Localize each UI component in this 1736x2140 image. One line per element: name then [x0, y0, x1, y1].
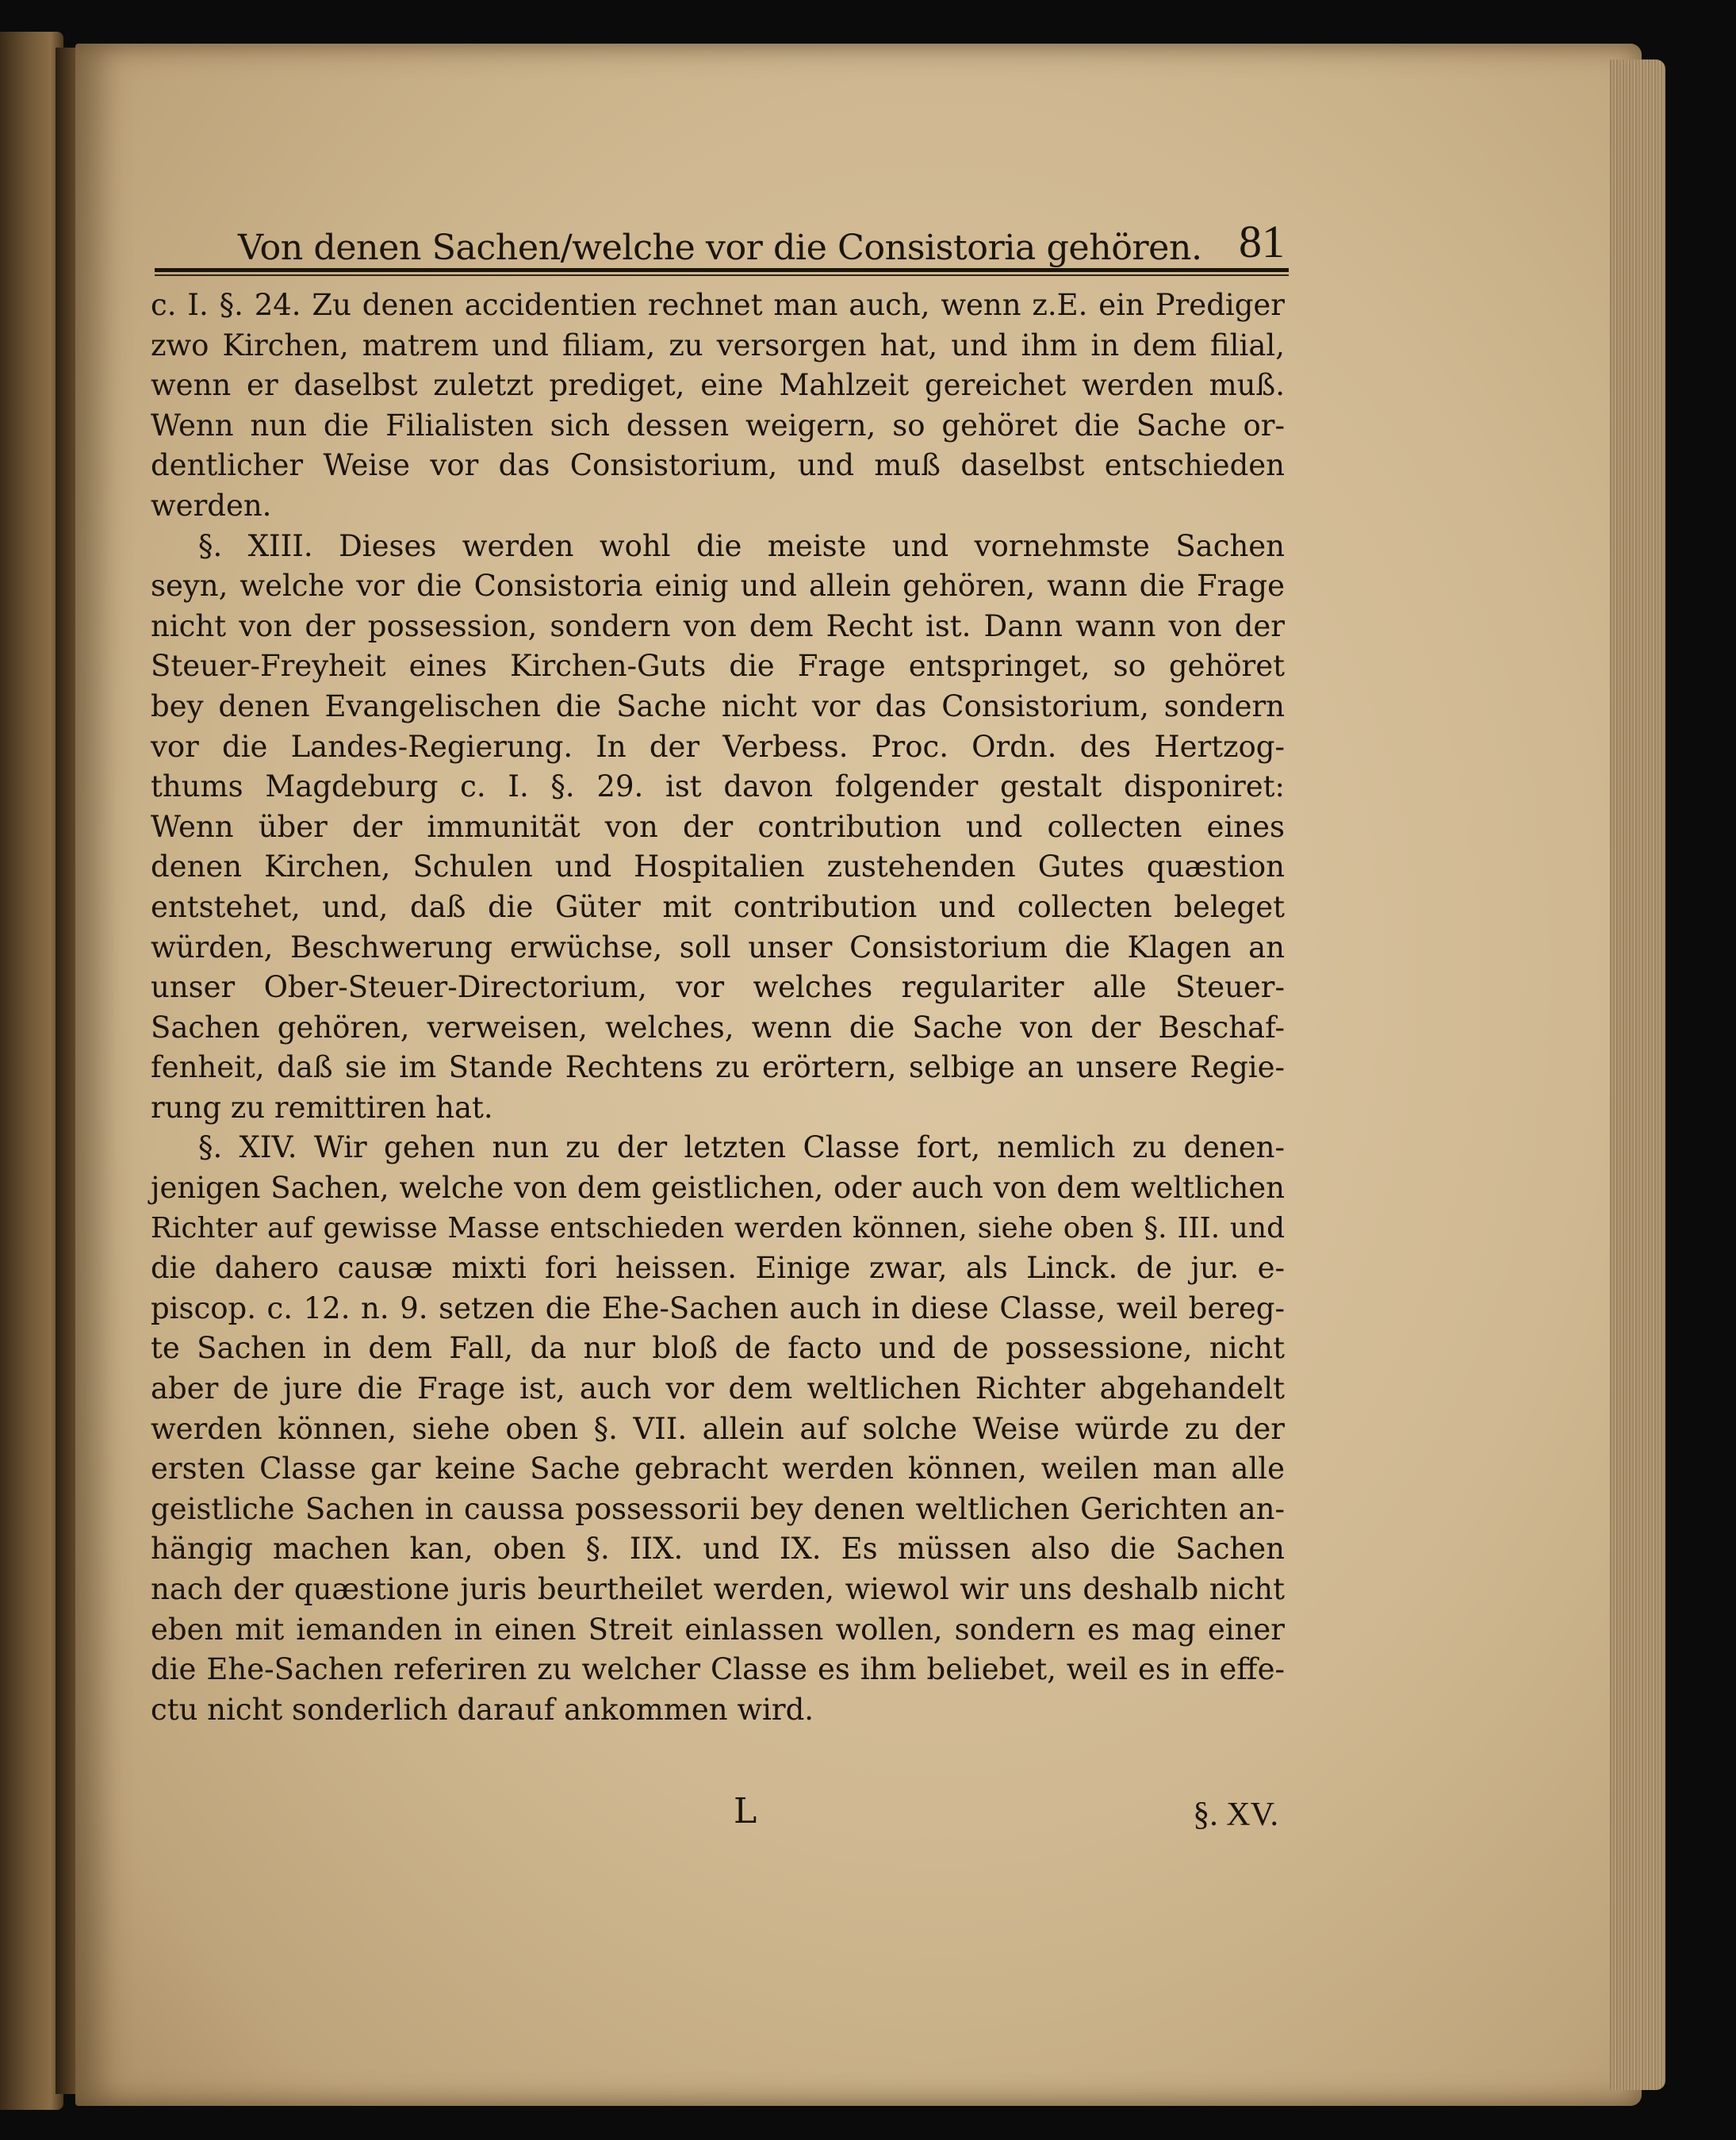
text-line: eben mit iemanden in einen Streit einlassen wollen, sondern es mag einer [151, 1612, 1285, 1647]
left-page-edge [0, 32, 63, 2110]
header-rule [155, 268, 1289, 272]
text-line: denen Kirchen, Schulen und Hospitalien zustehenden Gutes quæstion [151, 849, 1285, 884]
text-line: ersten Classe gar keine Sache gebracht werden können, weilen man alle [151, 1452, 1285, 1486]
text-line: entstehet, und, daß die Güter mit contribution und collecten beleget [151, 889, 1285, 924]
text-line: Sachen gehören, verweisen, welches, wenn die Sache von der Beschaf- [151, 1010, 1285, 1045]
text-line: aber de jure die Frage ist, auch vor dem weltlichen Richter abgehandelt [151, 1371, 1285, 1406]
text-line: werden können, siehe oben §. VII. allein auf solche Weise würde zu der [151, 1411, 1285, 1446]
text-line: c. I. §. 24. Zu denen accidentien rechnet man auch, wenn z.E. ein Prediger [151, 288, 1285, 322]
text-line: vor die Landes-Regierung. In der Verbess. Proc. Ordn. des Hertzog- [151, 729, 1285, 764]
text-line: te Sachen in dem Fall, da nur bloß de facto und de possessione, nicht [151, 1331, 1285, 1366]
text-line: geistliche Sachen in caussa possessorii bey denen weltlichen Gerichten an- [151, 1491, 1285, 1526]
text-line: zwo Kirchen, matrem und filiam, zu versorgen hat, und ihm in dem filial, [151, 328, 1285, 362]
page-number: 81 [1239, 216, 1285, 267]
text-line: rung zu remittiren hat. [151, 1090, 493, 1125]
catchword: §. XV. [1193, 1797, 1278, 1833]
body-text [151, 286, 1285, 1730]
text-line: §. XIII. Dieses werden wohl die meiste und vornehmste Sachen [198, 528, 1285, 563]
text-line: nicht von der possession, sondern von dem Recht ist. Dann wann von der [151, 608, 1285, 643]
text-line: werden. [151, 488, 272, 523]
running-title: Von denen Sachen/welche vor die Consistoria gehören. [238, 228, 1202, 268]
text-line: wenn er daselbst zuletzt prediget, eine Mahlzeit gereichet werden muß. [151, 368, 1285, 403]
text-line: jenigen Sachen, welche von dem geistlichen, oder auch von dem weltlichen [151, 1171, 1285, 1206]
text-line: die dahero causæ mixti fori heissen. Einige zwar, als Linck. de jur. e- [151, 1251, 1285, 1286]
text-line: bey denen Evangelischen die Sache nicht vor das Consistorium, sondern [151, 688, 1285, 723]
text-line: Wenn über der immunität von der contribution und collecten eines [151, 809, 1285, 844]
text-line: ctu nicht sonderlich darauf ankommen wird. [151, 1692, 814, 1727]
header-rule-thin [155, 274, 1289, 276]
text-line: seyn, welche vor die Consistoria einig und allein gehören, wann die Frage [151, 569, 1285, 604]
page-stack-edge [1610, 59, 1665, 2090]
text-line: die Ehe-Sachen referiren zu welcher Classe es ihm beliebet, weil es in effe- [151, 1652, 1285, 1687]
text-line: Richter auf gewisse Masse entschieden werden können, siehe oben §. III. und [151, 1211, 1285, 1244]
text-line: würden, Beschwerung erwüchse, soll unser Consistorium die Klagen an [151, 930, 1285, 965]
text-line: §. XIV. Wir gehen nun zu der letzten Classe fort, nemlich zu denen- [198, 1130, 1285, 1165]
page-header [238, 205, 1285, 268]
text-line: unser Ober-Steuer-Directorium, vor welches regulariter alle Steuer- [151, 970, 1285, 1005]
text-line: hängig machen kan, oben §. IIX. und IX. Es müssen also die Sachen [151, 1532, 1285, 1567]
text-line: dentlicher Weise vor das Consistorium, und muß daselbst entschieden [151, 448, 1285, 483]
text-line: fenheit, daß sie im Stande Rechtens zu erörtern, selbige an unsere Regie- [151, 1050, 1285, 1085]
text-line: nach der quæstione juris beurtheilet werden, wiewol wir uns deshalb nicht [151, 1572, 1285, 1606]
text-line: Wenn nun die Filialisten sich dessen weigern, so gehöret die Sache or- [151, 408, 1285, 443]
page-footer [151, 1791, 1285, 1839]
signature-mark: L [734, 1791, 757, 1831]
text-line: Steuer-Freyheit eines Kirchen-Guts die Frage entspringet, so gehöret [151, 649, 1285, 684]
text-line: thums Magdeburg c. I. §. 29. ist davon folgender gestalt disponiret: [151, 769, 1285, 804]
text-line: piscop. c. 12. n. 9. setzen die Ehe-Sachen auch in diese Classe, weil bereg- [151, 1291, 1285, 1325]
